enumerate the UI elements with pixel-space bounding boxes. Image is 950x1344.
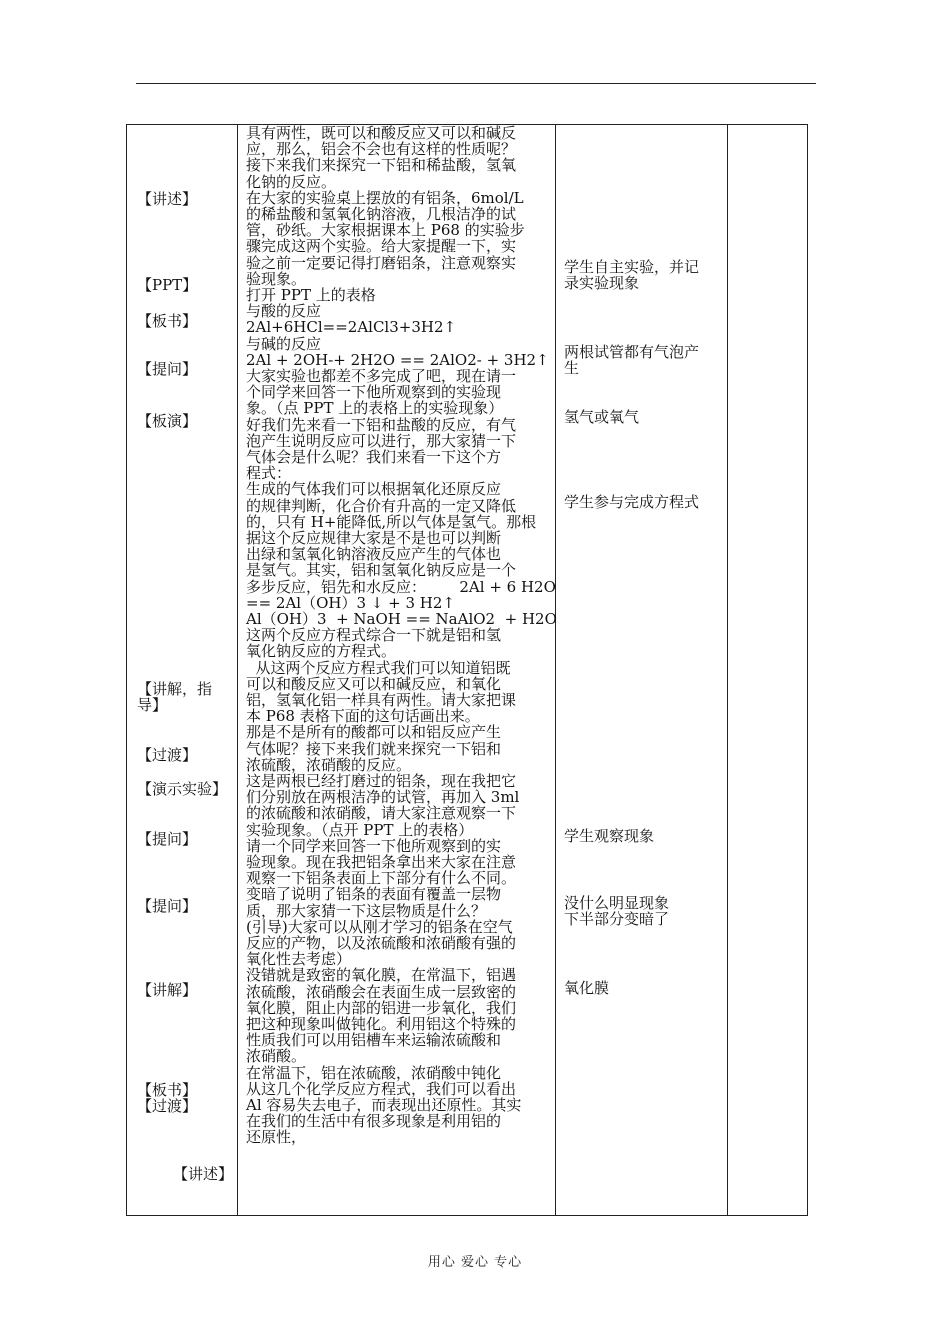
content-line: 生成的气体我们可以根据氧化还原反应 [246,480,502,499]
content-line: == 2Al（OH）3 ↓ + 3 H2↑ [246,593,455,612]
content-line: 2Al+6HCl==2AlCl3+3H2↑ [246,318,457,337]
content-line: 可以和酸反应又可以和碱反应，和氧化 [246,674,502,693]
student-activity-line: 学生观察现象 [564,827,655,845]
student-activity-line: 学生参与完成方程式 [564,493,700,511]
content-line: (引导)大家可以从刚才学习的铝条在空气 [246,917,513,936]
content-line: 浓硫酸，浓硝酸会在表面生成一层致密的 [246,982,517,1001]
activity-label: 【讲述】 [137,190,198,208]
column-divider [555,125,556,1215]
student-activity-line: 两根试管都有气泡产 [564,343,700,361]
activity-label: 【讲解，指 [137,680,213,698]
content-line: 多步反应，铝先和水反应： 2Al + 6 H2O [246,577,556,596]
activity-label: 【提问】 [137,360,198,378]
column-divider [237,125,238,1215]
content-line: 的浓硫酸和浓硝酸，请大家注意观察一下 [246,804,517,823]
activity-label: 【讲解】 [137,981,198,999]
content-line: 氧化钠反应的方程式。 [246,642,397,661]
activity-label: 【演示实验】 [137,780,228,798]
content-line: 化钠的反应。 [246,172,337,191]
content-line: 性质我们可以用铝槽车来运输浓硫酸和 [246,1031,502,1050]
page-footer: 用心 爱心 专心 [427,1255,523,1270]
activity-label: 【讲述】 [173,1165,234,1183]
content-line: 大家实验也都差不多完成了吧，现在请一 [246,367,517,385]
content-line: 与碱的反应 [246,334,322,353]
content-line: 在常温下，铝在浓硫酸，浓硝酸中钝化 [246,1063,502,1082]
content-line: 氧化性去考虑） [246,950,352,969]
lesson-table [126,124,808,1216]
student-activity-line: 氧化膜 [564,979,610,997]
content-line: 气体呢？接下来我们就来探究一下铝和 [246,739,502,758]
content-line: 具有两性，既可以和酸反应又可以和碱反 [246,124,517,142]
content-line: 氧化膜，阻止内部的铝进一步氧化，我们 [246,998,517,1017]
content-line: 还原性， [246,1128,307,1147]
column-divider [727,125,728,1215]
activity-label: 【提问】 [137,897,198,915]
content-line: 程式： [246,464,292,483]
content-line: 那是不是所有的酸都可以和铝反应产生 [246,723,502,742]
content-line: 是氢气。其实，铝和氢氧化钠反应是一个 [246,561,517,580]
student-activity-line: 没什么明显现象 [564,894,670,912]
content-line: 个同学来回答一下他所观察到的实验现 [246,383,502,402]
student-activity-line: 下半部分变暗了 [564,910,670,928]
content-line: 从这几个化学反应方程式，我们可以看出 [246,1079,517,1098]
content-line: 浓硝酸。 [246,1047,307,1066]
content-line: 验现象。 [246,269,307,288]
content-line: 打开 PPT 上的表格 [246,286,376,304]
content-line: 观察一下铝条表面上下部分有什么不同。 [246,869,517,888]
content-line: 的，只有 H+能降低,所以气体是氢气。那根 [246,512,537,531]
header-rule [136,83,816,84]
content-line: 浓硫酸，浓硝酸的反应。 [246,755,412,774]
activity-label: 【PPT】 [137,276,198,294]
content-line: 据这个反应规律大家是不是也可以判断 [246,529,502,547]
student-activity-line: 录实验现象 [564,274,640,292]
content-line: 与酸的反应 [246,302,322,321]
content-line: 验现象。现在我把铝条拿出来大家在注意 [246,853,517,871]
content-line: 实验现象。（点开 PPT 上的表格） [246,820,474,839]
content-line: Al（OH）3 + NaOH == NaAlO2 + H2O [246,610,557,628]
content-line: 质，那大家猜一下这层物质是什么？ [246,901,487,920]
content-line: Al 容易失去电子，而表现出还原性。其实 [246,1096,522,1114]
student-activity-line: 生 [564,359,580,377]
content-line: 应，那么，铝会不会也有这样的性质呢？ [246,140,517,159]
content-line: 变暗了说明了铝条的表面有覆盖一层物 [246,885,502,904]
content-line: 验之前一定要记得打磨铝条，注意观察实 [246,253,517,272]
activity-label: 【板演】 [137,412,198,430]
content-line: 2Al + 2OH-+ 2H2O == 2AlO2- + 3H2↑ [246,350,549,369]
content-line: 接下来我们来探究一下铝和稀盐酸，氢氧 [246,156,517,175]
content-line: 的稀盐酸和氢氧化钠溶液，几根洁净的试 [246,205,517,223]
content-line: 从这两个反应方程式我们可以知道铝既 [246,658,511,677]
content-line: 这是两根已经打磨过的铝条，现在我把它 [246,772,517,790]
content-line: 本 P68 表格下面的这句话画出来。 [246,707,480,726]
activity-label: 【提问】 [137,830,198,848]
content-line: 铝，氢氧化铝一样具有两性。请大家把课 [246,691,517,709]
content-line: 出绿和氢氧化钠溶液反应产生的气体也 [246,545,502,564]
content-line: 象。（点 PPT 上的表格上的实验现象） [246,399,504,418]
content-line: 泡产生说明反应可以进行，那大家猜一下 [246,431,517,450]
content-line: 的规律判断，化合价有升高的一定又降低 [246,496,517,515]
content-line: 在我们的生活中有很多现象是利用铝的 [246,1112,502,1131]
activity-label: 【过渡】 [137,746,198,764]
content-line: 们分别放在两根洁净的试管，再加入 3ml [246,788,520,807]
content-line: 请一个同学来回答一下他所观察到的实 [246,836,502,855]
content-line: 没错就是致密的氧化膜，在常温下，铝遇 [246,966,517,985]
activity-label: 导】 [137,696,168,714]
content-line: 把这种现象叫做钝化。利用铝这个特殊的 [246,1015,517,1033]
content-line: 气体会是什么呢？我们来看一下这个方 [246,448,502,466]
content-line: 这两个反应方程式综合一下就是铝和氢 [246,626,502,645]
content-line: 在大家的实验桌上摆放的有铝条，6mol/L [246,188,524,207]
content-line: 好我们先来看一下铝和盐酸的反应，有气 [246,415,517,434]
activity-label: 【板书】 [137,1081,198,1099]
content-line: 管，砂纸。大家根据课本上 P68 的实验步 [246,221,525,240]
activity-label: 【过渡】 [137,1097,198,1115]
content-line: 反应的产物，以及浓硫酸和浓硝酸有强的 [246,934,517,952]
student-activity-line: 学生自主实验，并记 [564,258,700,276]
activity-label: 【板书】 [137,312,198,330]
content-line: 骤完成这两个实验。给大家提醒一下，实 [246,237,517,256]
student-activity-line: 氢气或氧气 [564,408,640,426]
